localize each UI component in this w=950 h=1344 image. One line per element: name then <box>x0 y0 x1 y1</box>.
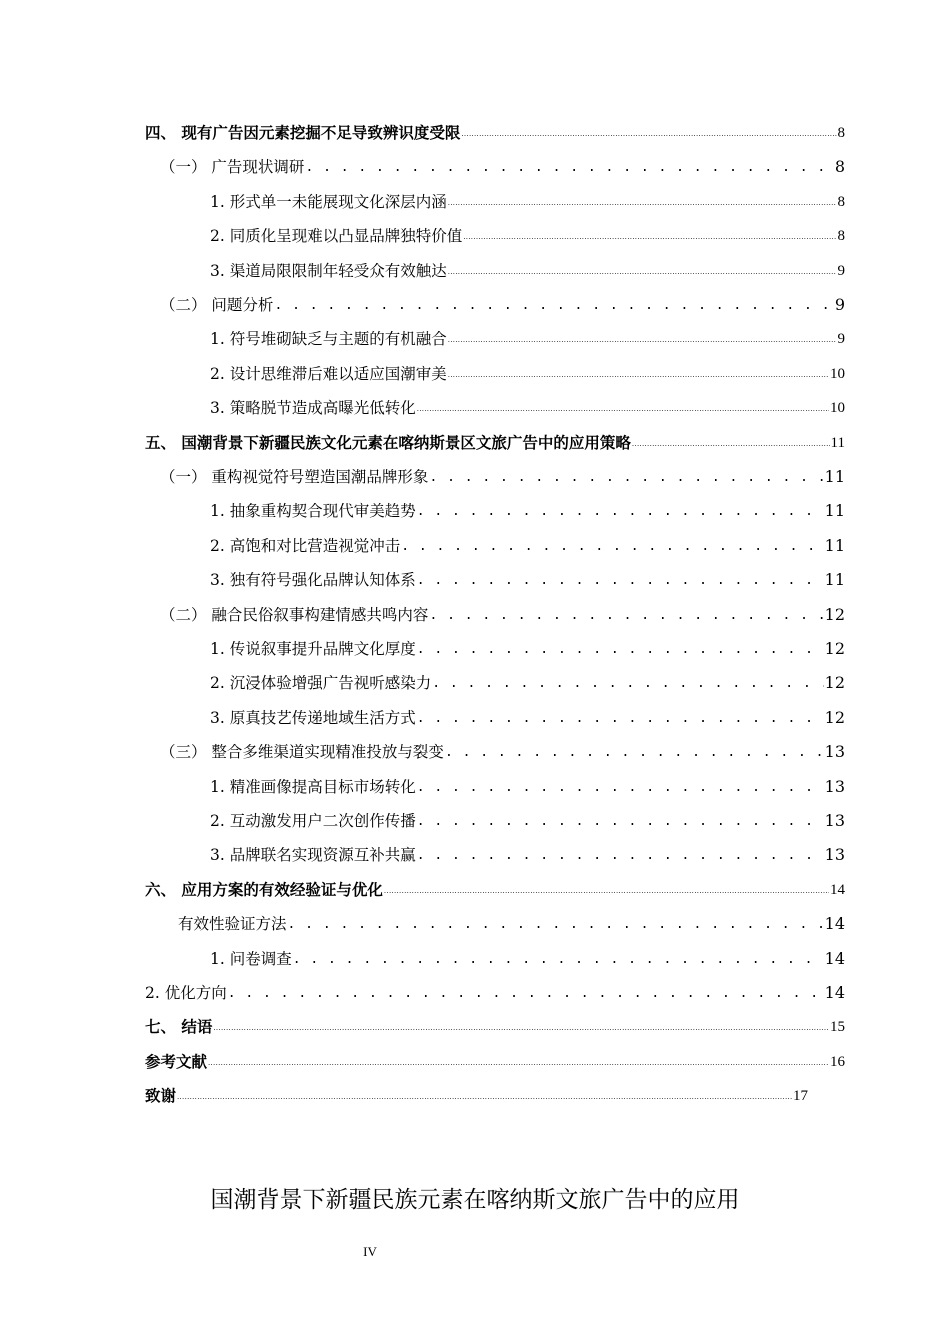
toc-entry-page: 12 <box>824 707 845 727</box>
toc-entry[interactable] <box>145 971 845 1005</box>
toc-entry-title: 七、 结语 <box>145 1018 213 1037</box>
toc-dot-leader <box>632 437 830 455</box>
toc-entry-title: 1. 形式单一未能展现文化深层内涵 <box>210 192 447 211</box>
toc-entry[interactable] <box>145 421 845 455</box>
toc-entry[interactable] <box>210 524 845 558</box>
toc-dot-leader <box>208 1056 829 1074</box>
toc-dot-leader <box>417 505 824 523</box>
toc-entry[interactable] <box>210 489 845 523</box>
toc-entry-page: 11 <box>824 501 845 521</box>
toc-entry[interactable] <box>145 868 845 902</box>
toc-dot-leader <box>305 161 833 179</box>
toc-entry-page: 11 <box>824 570 845 590</box>
thesis-title: 国潮背景下新疆民族元素在喀纳斯文旅广告中的应用 <box>210 1187 740 1213</box>
toc-entry[interactable] <box>210 765 845 799</box>
toc-entry-page: 8 <box>837 228 845 245</box>
toc-entry-title: 1. 符号堆砌缺乏与主题的有机融合 <box>210 330 447 349</box>
toc-entry-page: 9 <box>837 262 845 279</box>
toc-entry-title: 3. 原真技艺传递地域生活方式 <box>210 708 416 727</box>
toc-entry[interactable] <box>210 661 845 695</box>
toc-entry-page: 10 <box>830 365 845 382</box>
toc-entry[interactable] <box>210 352 845 386</box>
toc-entry-page: 8 <box>837 193 845 210</box>
toc-entry-page: 13 <box>824 742 845 762</box>
toc-entry-title: 六、 应用方案的有效经验证与优化 <box>145 880 383 899</box>
toc-dot-leader <box>448 333 837 351</box>
toc-dot-leader <box>445 746 824 764</box>
toc-entry-title: 3. 策略脱节造成高曝光低转化 <box>210 399 416 418</box>
toc-entry-title: 1. 问卷调查 <box>210 949 292 968</box>
toc-entry-page: 11 <box>830 434 845 451</box>
toc-entry[interactable] <box>210 799 845 833</box>
toc-dot-leader <box>429 471 823 489</box>
toc-entry[interactable] <box>210 317 845 351</box>
toc-entry-title: 3. 独有符号强化品牌认知体系 <box>210 571 416 590</box>
toc-entry-title: 四、 现有广告因元素挖掘不足导致辨识度受限 <box>145 124 461 142</box>
toc-entry-page: 14 <box>824 983 845 1002</box>
toc-dot-leader <box>417 781 824 799</box>
toc-entry-title: 2. 高饱和对比营造视觉冲击 <box>210 536 401 555</box>
toc-entry-page: 12 <box>824 673 845 693</box>
toc-entry-title: （二） 问题分析 <box>160 296 274 314</box>
toc-entry-title: 2. 互动激发用户二次创作传播 <box>210 812 416 830</box>
toc-entry-title: 五、 国潮背景下新疆民族文化元素在喀纳斯景区文旅广告中的应用策略 <box>145 433 631 452</box>
toc-entry[interactable] <box>145 111 845 145</box>
toc-entry-title: 3. 品牌联名实现资源互补共赢 <box>210 846 416 865</box>
toc-entry-title: （二） 融合民俗叙事构建情感共鸣内容 <box>160 605 429 624</box>
toc-dot-leader <box>417 815 824 833</box>
toc-entry-page: 9 <box>837 331 845 348</box>
toc-dot-leader <box>228 987 824 1005</box>
toc-dot-leader <box>274 299 833 317</box>
toc-dot-leader <box>448 368 829 386</box>
toc-entry-page: 14 <box>824 948 845 968</box>
toc-dot-leader <box>417 643 824 661</box>
toc-dot-leader <box>288 918 824 936</box>
toc-dot-leader <box>461 127 836 145</box>
toc-dot-leader <box>448 265 837 283</box>
toc-entry-title: 3. 渠道局限限制年轻受众有效触达 <box>210 261 447 280</box>
toc-entry-page: 12 <box>824 639 845 658</box>
toc-dot-leader <box>463 230 836 248</box>
toc-entry[interactable] <box>210 833 845 867</box>
toc-entry-page: 8 <box>837 125 845 141</box>
toc-entry[interactable] <box>210 696 845 730</box>
toc-entry[interactable] <box>160 283 845 317</box>
toc-entry[interactable] <box>160 145 845 179</box>
toc-dot-leader <box>384 884 829 902</box>
toc-entry[interactable] <box>160 455 845 489</box>
toc-entry[interactable] <box>210 386 845 420</box>
page-number: IV <box>363 1244 377 1259</box>
toc-dot-leader <box>429 609 823 627</box>
toc-entry[interactable] <box>210 937 845 971</box>
toc-entry-page: 11 <box>824 535 845 555</box>
toc-dot-leader <box>401 540 823 558</box>
toc-entry[interactable] <box>160 593 845 627</box>
toc-entry-page: 15 <box>830 1019 845 1036</box>
toc-entry[interactable] <box>160 730 845 764</box>
toc-entry-title: （一） 广告现状调研 <box>160 158 305 177</box>
toc-dot-leader <box>293 953 824 971</box>
toc-entry[interactable] <box>210 249 845 283</box>
toc-dot-leader <box>448 196 837 214</box>
toc-entry-title: （三） 整合多维渠道实现精准投放与裂变 <box>160 743 444 762</box>
toc-entry-title: （一） 重构视觉符号塑造国潮品牌形象 <box>160 468 429 486</box>
toc-entry[interactable] <box>210 627 845 661</box>
toc-entry-page: 14 <box>830 881 845 898</box>
toc-entry[interactable] <box>210 558 845 592</box>
toc-dot-leader <box>417 712 824 730</box>
toc-entry-title: 1. 精准画像提高目标市场转化 <box>210 777 416 796</box>
toc-dot-leader <box>417 849 824 867</box>
toc-entry-page: 13 <box>824 776 845 796</box>
toc-entry[interactable] <box>210 214 845 248</box>
toc-dot-leader <box>417 402 829 420</box>
toc-entry-page: 17 <box>793 1088 808 1105</box>
toc-entry-title: 1. 传说叙事提升品牌文化厚度 <box>210 640 416 658</box>
toc-entry-page: 16 <box>830 1053 845 1070</box>
toc-entry-title: 2. 优化方向 <box>145 984 227 1002</box>
toc-entry-page: 10 <box>830 400 845 417</box>
toc-entry-page: 11 <box>824 467 845 486</box>
toc-entry-title: 1. 抽象重构契合现代审美趋势 <box>210 502 416 521</box>
toc-entry-title: 2. 沉浸体验增强广告视听感染力 <box>210 674 432 693</box>
toc-entry-title: 2. 设计思维滞后难以适应国潮审美 <box>210 364 447 383</box>
toc-dot-leader <box>177 1090 792 1108</box>
toc-dot-leader <box>417 574 824 592</box>
toc-entry-title: 致谢 <box>145 1087 177 1106</box>
toc-dot-leader <box>432 677 823 695</box>
toc-entry[interactable] <box>145 1040 845 1074</box>
toc-entry-page: 8 <box>834 157 845 177</box>
toc-entry-page: 12 <box>824 604 845 624</box>
toc-entry[interactable] <box>145 1005 845 1039</box>
toc-entry-page: 13 <box>824 811 845 830</box>
toc-entry-title: 参考文献 <box>145 1052 208 1071</box>
toc-entry-page: 13 <box>824 845 845 865</box>
toc-entry[interactable] <box>210 180 845 214</box>
toc-entry[interactable] <box>145 1074 808 1108</box>
toc-entry-page: 14 <box>824 914 845 934</box>
toc-dot-leader <box>213 1021 829 1039</box>
toc-entry-page: 9 <box>834 295 845 314</box>
toc-entry-title: 2. 同质化呈现难以凸显品牌独特价值 <box>210 227 463 246</box>
toc-entry-title: 有效性验证方法 <box>178 915 287 934</box>
toc-entry[interactable] <box>178 902 845 936</box>
